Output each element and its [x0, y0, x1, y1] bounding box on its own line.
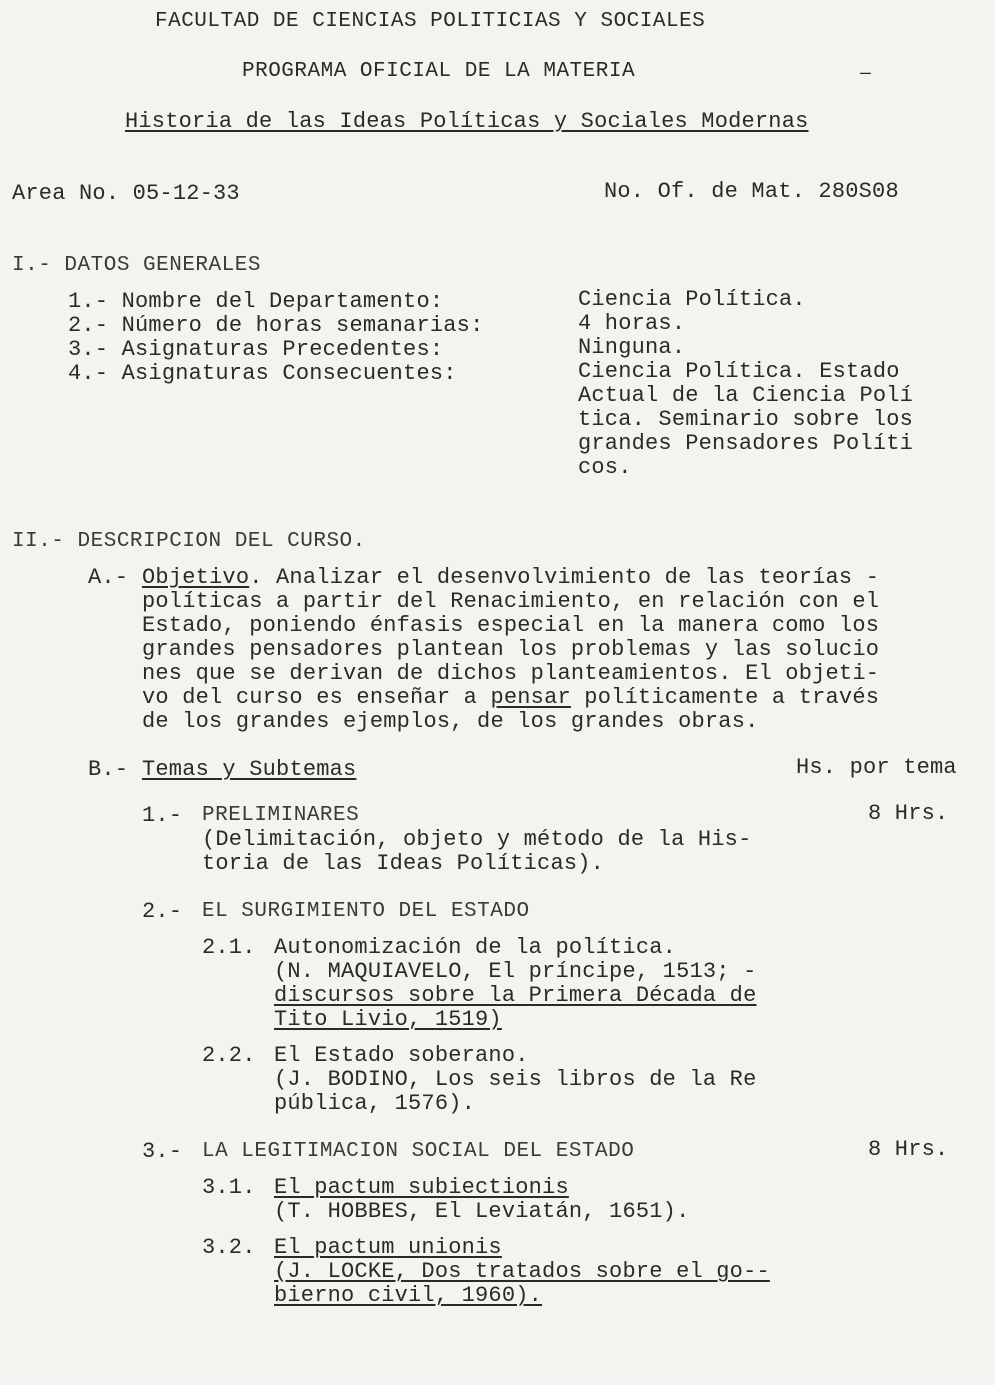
general-item-label: 3.- Asignaturas Precedentes: [68, 337, 444, 362]
topic-title: LA LEGITIMACION SOCIAL DEL ESTADO [202, 1140, 635, 1163]
subtopic-number: 2.1. [202, 935, 256, 960]
topic-title: PRELIMINARES [202, 804, 360, 827]
general-item-value: 4 horas. [578, 311, 686, 336]
general-item-label: 1.- Nombre del Departamento: [68, 289, 444, 314]
objective-line: políticas a partir del Renacimiento, en relación con el [142, 589, 880, 614]
objective-marker: A.- [88, 565, 129, 590]
general-item-value-cont: cos. [578, 455, 632, 480]
topic-number: 1.- [142, 803, 183, 828]
section-1-heading: I.- DATOS GENERALES [12, 254, 261, 277]
area-number: Area No. 05-12-33 [12, 181, 240, 206]
hours-header: Hs. por tema [796, 755, 957, 780]
subtopic-line: (T. HOBBES, El Leviatán, 1651). [274, 1199, 690, 1224]
subtopic-line: (J. BODINO, Los seis libros de la Re [274, 1067, 757, 1092]
objective-label: Objetivo [142, 565, 250, 590]
section-2-heading: II.- DESCRIPCION DEL CURSO. [12, 530, 366, 553]
objective-line: nes que se derivan de dichos planteamientos. El objeti- [142, 661, 880, 686]
subtopic-title: El Estado soberano. [274, 1043, 529, 1068]
general-item-value-cont: tica. Seminario sobre los [578, 407, 914, 432]
topic-title: EL SURGIMIENTO DEL ESTADO [202, 900, 530, 923]
subtopic-line: pública, 1576). [274, 1091, 476, 1116]
subtopic-line: (J. LOCKE, Dos tratados sobre el go-- [274, 1259, 770, 1284]
objective-line-1: Objetivo. Analizar el desenvolvimiento de las teorías - [142, 565, 880, 590]
subtopic-number: 3.2. [202, 1235, 256, 1260]
topic-number: 3.- [142, 1139, 183, 1164]
subtopic-line: bierno civil, 1960). [274, 1283, 543, 1308]
topic-desc: (Delimitación, objeto y método de la His- [202, 827, 752, 852]
objective-line: de los grandes ejemplos, de los grandes obras. [142, 709, 759, 734]
topics-label: Temas y Subtemas [142, 757, 357, 782]
subtopic-title: El pactum unionis [274, 1235, 502, 1260]
objective-line: vo del curso es enseñar a pensar políticamente a través [142, 685, 880, 710]
subtopic-line: Tito Livio, 1519) [274, 1007, 502, 1032]
materia-number: No. Of. de Mat. 280S08 [604, 179, 899, 204]
faculty-title: FACULTAD DE CIENCIAS POLITICIAS Y SOCIALES [155, 10, 706, 33]
general-item-value: Ciencia Política. Estado [578, 359, 900, 384]
subtopic-number: 3.1. [202, 1175, 256, 1200]
topic-desc: toria de las Ideas Políticas). [202, 851, 605, 876]
subtopic-title: El pactum subiectionis [274, 1175, 569, 1200]
general-item-value-cont: grandes Pensadores Políti [578, 431, 914, 456]
objective-line: Estado, poniendo énfasis especial en la manera como los [142, 613, 880, 638]
general-item-value: Ninguna. [578, 335, 686, 360]
course-title: Historia de las Ideas Políticas y Sociales Modernas [125, 109, 809, 134]
topic-hours: 8 Hrs. [868, 801, 949, 826]
topic-hours: 8 Hrs. [868, 1137, 949, 1162]
subtopic-title: Autonomización de la política. [274, 935, 677, 960]
topic-number: 2.- [142, 899, 183, 924]
general-item-label: 4.- Asignaturas Consecuentes: [68, 361, 457, 386]
general-item-label: 2.- Número de horas semanarias: [68, 313, 484, 338]
header-dash: — [860, 64, 872, 84]
topics-marker: B.- [88, 757, 129, 782]
subtopic-number: 2.2. [202, 1043, 256, 1068]
general-item-value-cont: Actual de la Ciencia Polí [578, 383, 914, 408]
subtopic-line: (N. MAQUIAVELO, El príncipe, 1513; - [274, 959, 757, 984]
objective-emphasis: pensar [490, 685, 571, 710]
general-item-value: Ciencia Política. [578, 287, 806, 312]
subtopic-line: discursos sobre la Primera Década de [274, 983, 757, 1008]
objective-line: grandes pensadores plantean los problemas y las solucio [142, 637, 880, 662]
program-title: PROGRAMA OFICIAL DE LA MATERIA [242, 60, 636, 83]
